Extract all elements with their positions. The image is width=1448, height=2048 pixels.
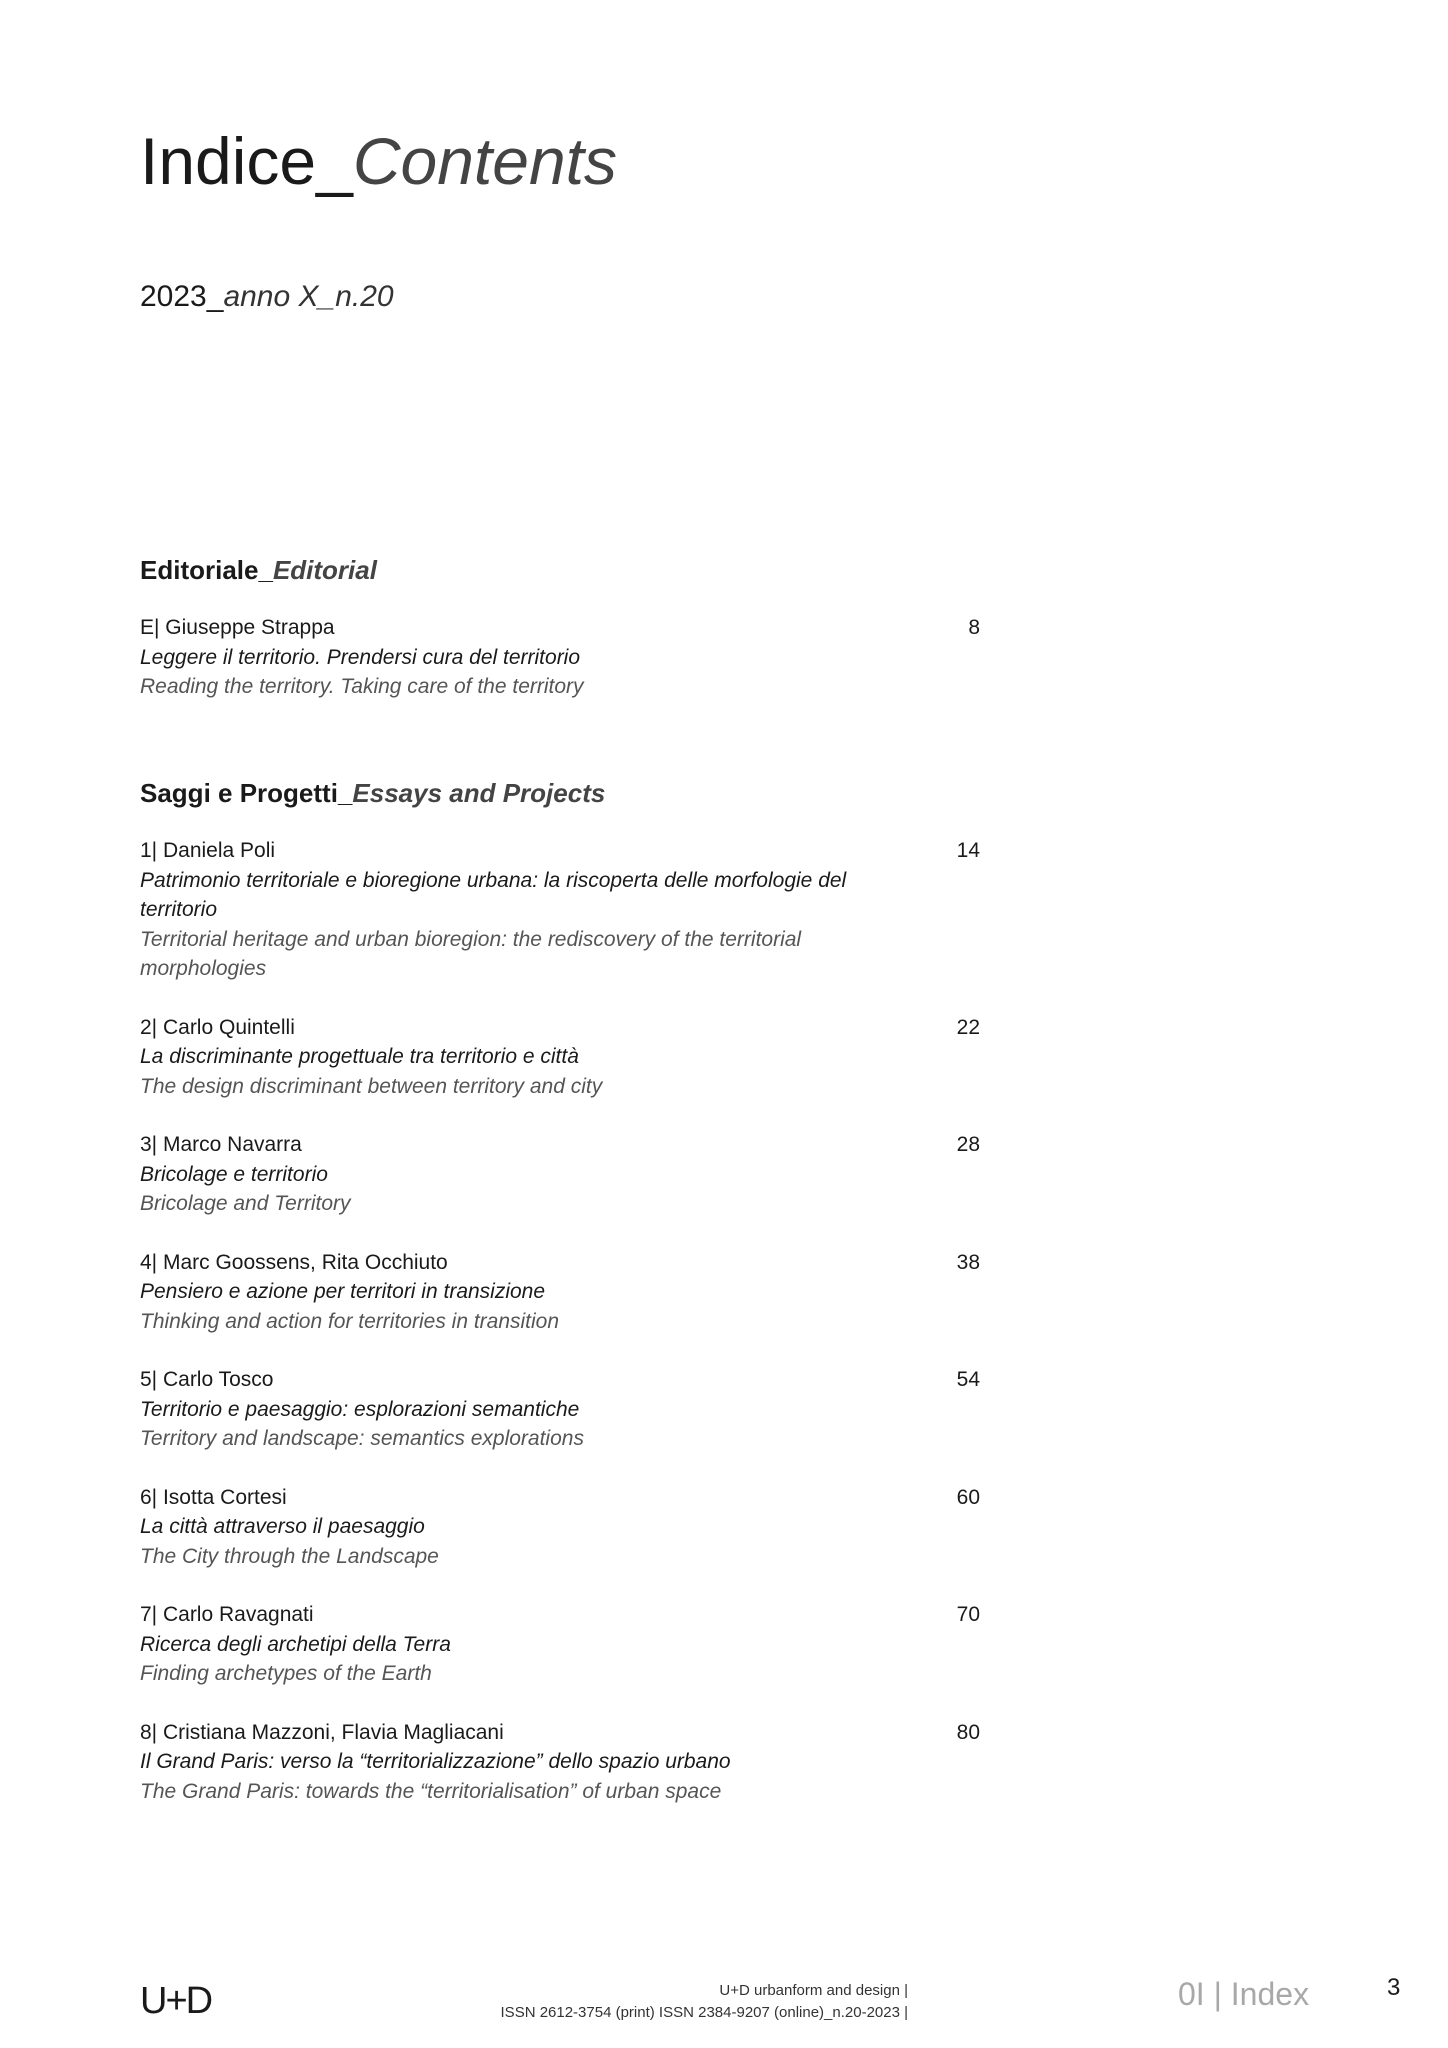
- page-title-main: Indice_: [140, 124, 353, 198]
- entry-title-english: Finding archetypes of the Earth: [140, 1662, 432, 1685]
- entry-author: 5| Carlo Tosco: [140, 1368, 274, 1391]
- entry-page-number: 70: [956, 1603, 980, 1626]
- essays-section: [140, 780, 980, 1835]
- editorial-heading-main: Editoriale_: [140, 555, 273, 585]
- essays-heading-main: Saggi e Progetti_: [140, 778, 353, 808]
- entry-page-number: 8: [968, 616, 980, 639]
- entry-page-number: 14: [956, 839, 980, 862]
- section-label: 0I | Index: [1178, 1976, 1310, 2012]
- entry-title-italian: Pensiero e azione per territori in transizione: [140, 1280, 546, 1303]
- entry-page-number: 38: [956, 1250, 980, 1274]
- publication-info: [501, 1980, 908, 2024]
- toc-entry-6[interactable]: [140, 1483, 980, 1572]
- toc-entry-7[interactable]: [140, 1600, 980, 1689]
- issn-line: ISSN 2612-3754 (print) ISSN 2384-9207 (online)_n.20-2023 |: [500, 2004, 908, 2021]
- publication-name: U+D urbanform and design |: [719, 1982, 908, 1999]
- entry-title-english: Thinking and action for territories in transition: [140, 1309, 560, 1333]
- entry-author: 7| Carlo Ravagnati: [140, 1603, 314, 1626]
- toc-entry-8[interactable]: [140, 1718, 980, 1807]
- page-number: 3: [1387, 1974, 1401, 2001]
- editorial-heading: [140, 557, 980, 583]
- entry-author: 3| Marco Navarra: [140, 1133, 302, 1156]
- entry-title-italian: Patrimonio territoriale e bioregione urbana: la riscoperta delle morfologie del territorio: [140, 868, 847, 921]
- entry-author: 6| Isotta Cortesi: [140, 1485, 287, 1509]
- entry-title-italian: Bricolage e territorio: [140, 1162, 328, 1186]
- entry-title-italian: La città attraverso il paesaggio: [140, 1515, 425, 1538]
- toc-entry-editorial[interactable]: [140, 613, 980, 702]
- entry-title-english: Territorial heritage and urban bioregion: the rediscovery of the territorial morphologies: [140, 927, 802, 980]
- toc-entry-4[interactable]: [140, 1248, 980, 1337]
- entry-title-italian: Ricerca degli archetipi della Terra: [140, 1632, 451, 1656]
- toc-entry-2[interactable]: [140, 1013, 980, 1102]
- entry-page-number: 60: [956, 1485, 980, 1509]
- entry-page-number: 54: [956, 1368, 980, 1391]
- entry-title-italian: La discriminante progettuale tra territorio e città: [140, 1045, 579, 1068]
- editorial-heading-italic: Editorial: [272, 555, 377, 585]
- essays-heading-italic: Essays and Projects: [352, 778, 606, 808]
- entry-title-english: Bricolage and Territory: [140, 1192, 351, 1215]
- entry-title-english: The Grand Paris: towards the “territorialisation” of urban space: [140, 1779, 722, 1803]
- toc-entry-5[interactable]: [140, 1365, 980, 1454]
- entry-title-english: Reading the territory. Taking care of the territory: [140, 675, 584, 698]
- toc-entry-3[interactable]: [140, 1130, 980, 1219]
- entry-title-english: The design discriminant between territory and city: [140, 1074, 603, 1098]
- issue-number: anno X_n.20: [223, 280, 394, 313]
- entry-author: E| Giuseppe Strappa: [140, 616, 335, 639]
- essays-heading: [140, 780, 980, 806]
- entry-author: 1| Daniela Poli: [140, 839, 276, 862]
- entry-title-italian: Leggere il territorio. Prendersi cura del territorio: [140, 645, 581, 669]
- journal-logo: U+D: [140, 1980, 212, 2022]
- page-title-italic: Contents: [352, 124, 617, 198]
- entry-title-english: The City through the Landscape: [140, 1544, 439, 1568]
- entry-author: 4| Marc Goossens, Rita Occhiuto: [140, 1250, 448, 1274]
- entry-page-number: 22: [956, 1015, 980, 1039]
- editorial-section: [140, 557, 980, 731]
- entry-title-italian: Il Grand Paris: verso la “territorializzazione” dello spazio urbano: [140, 1750, 731, 1773]
- issue-line: [140, 282, 394, 312]
- entry-title-english: Territory and landscape: semantics explorations: [140, 1427, 584, 1450]
- entry-author: 2| Carlo Quintelli: [140, 1015, 295, 1039]
- entry-title-italian: Territorio e paesaggio: esplorazioni semantiche: [140, 1397, 580, 1421]
- entry-page-number: 28: [956, 1133, 980, 1156]
- page-title: [140, 124, 617, 198]
- issue-year: 2023_: [140, 280, 224, 313]
- entry-author: 8| Cristiana Mazzoni, Flavia Magliacani: [140, 1720, 504, 1744]
- entry-page-number: 80: [956, 1720, 980, 1744]
- toc-entry-1[interactable]: [140, 836, 980, 984]
